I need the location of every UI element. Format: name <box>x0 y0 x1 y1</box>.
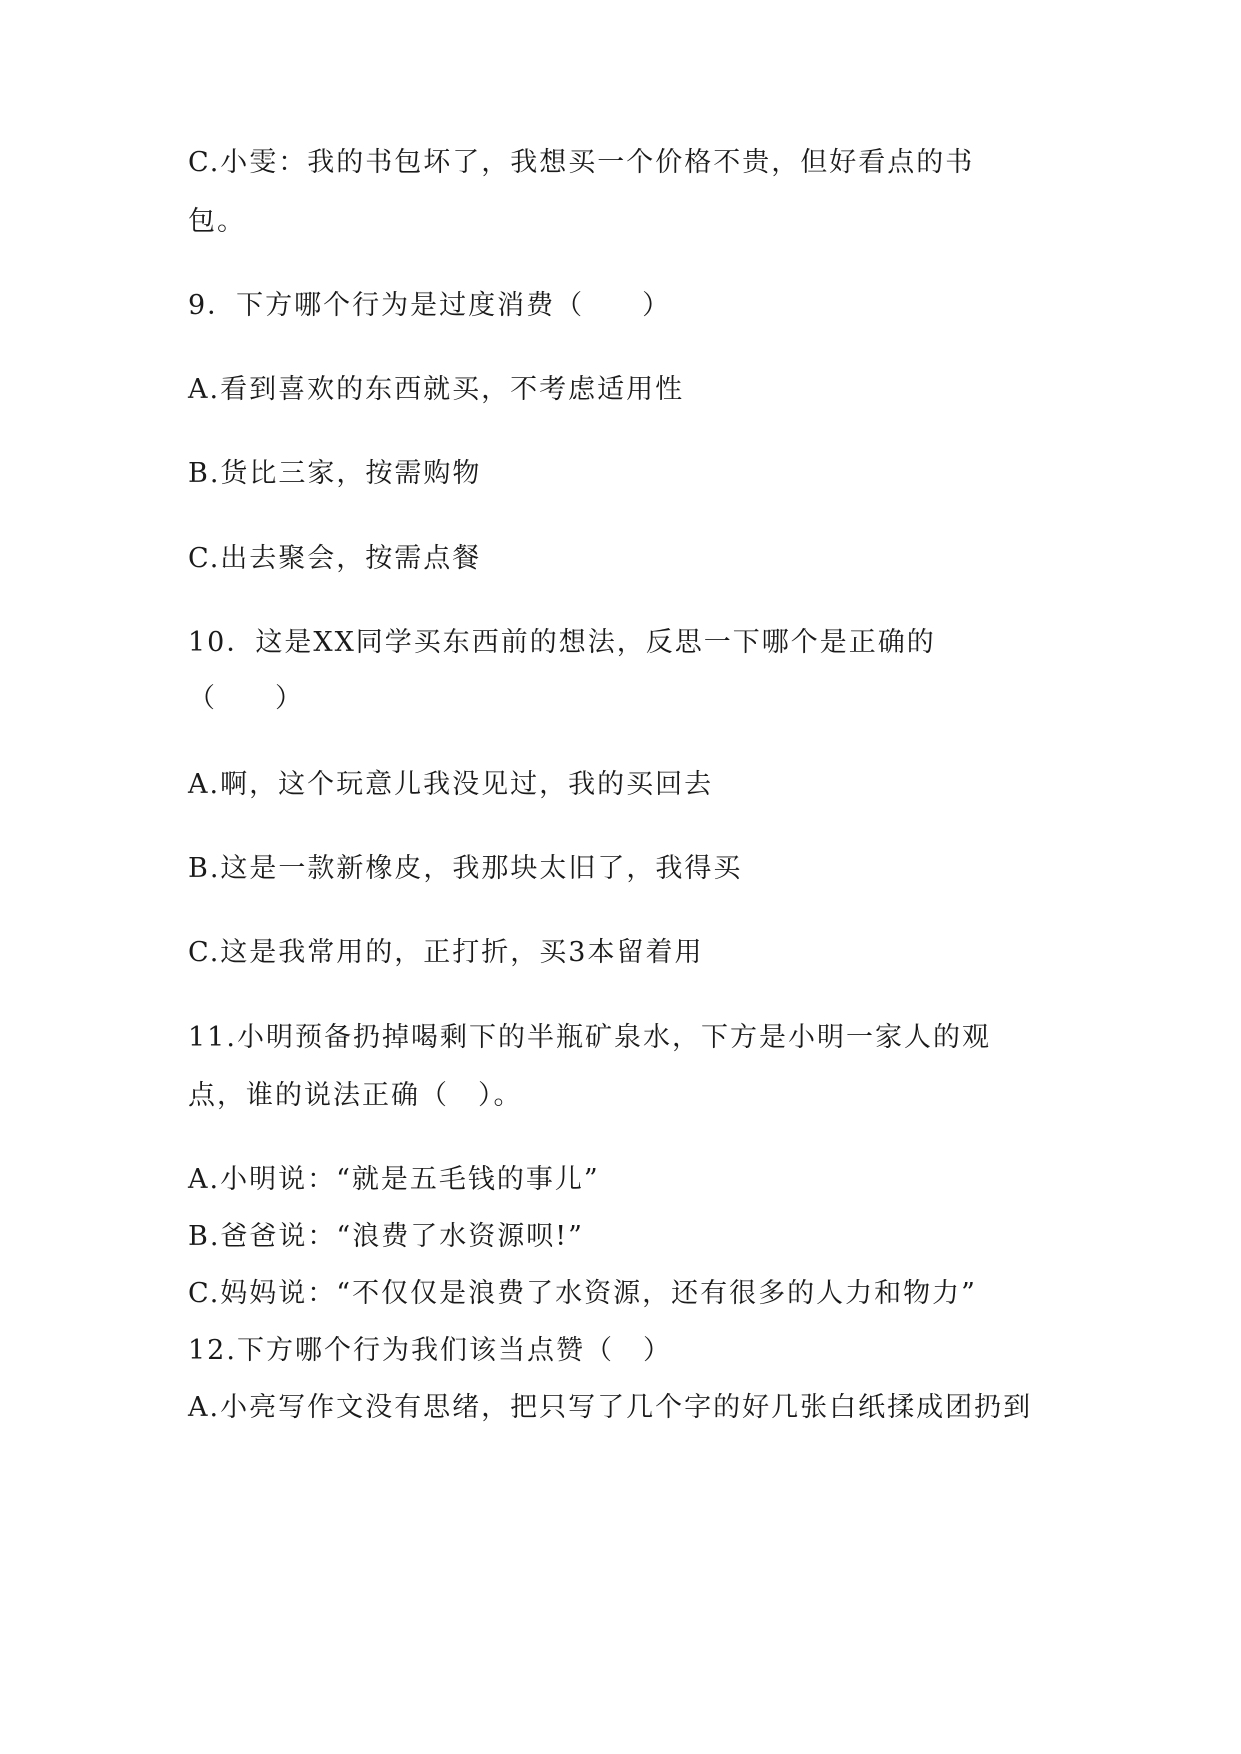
q10-option-b: B.这是一款新橡皮，我那块太旧了，我得买 <box>188 853 743 884</box>
q11-option-c: C.妈妈说：“不仅仅是浪费了水资源，还有很多的人力和物力” <box>188 1278 977 1309</box>
question-9-stem: 9．下方哪个行为是过度消费（ ） <box>188 290 672 321</box>
q9-option-b: B.货比三家，按需购物 <box>188 458 482 489</box>
q10-option-a: A.啊，这个玩意儿我没见过，我的买回去 <box>188 769 714 800</box>
question-12-stem: 12.下方哪个行为我们该当点赞（ ） <box>188 1335 672 1366</box>
question-10-stem-line1: 10．这是XX同学买东西前的想法，反思一下哪个是正确的 <box>188 627 936 658</box>
q12-option-a: A.小亮写作文没有思绪，把只写了几个字的好几张白纸揉成团扔到 <box>188 1392 1033 1423</box>
q8-option-c-line1: C.小雯：我的书包坏了，我想买一个价格不贵，但好看点的书 <box>188 147 975 178</box>
q9-option-c: C.出去聚会，按需点餐 <box>188 543 482 574</box>
q10-option-c: C.这是我常用的，正打折，买3本留着用 <box>188 937 704 968</box>
question-11-stem-line2: 点，谁的说法正确（ ）。 <box>188 1080 523 1111</box>
q11-option-a: A.小明说：“就是五毛钱的事儿” <box>188 1164 600 1195</box>
q8-option-c-line2: 包。 <box>188 206 246 237</box>
question-11-stem-line1: 11.小明预备扔掉喝剩下的半瓶矿泉水，下方是小明一家人的观 <box>188 1022 991 1053</box>
question-10-stem-line2: （ ） <box>188 683 304 714</box>
q11-option-b: B.爸爸说：“浪费了水资源呗!” <box>188 1221 584 1252</box>
q9-option-a: A.看到喜欢的东西就买，不考虑适用性 <box>188 374 685 405</box>
